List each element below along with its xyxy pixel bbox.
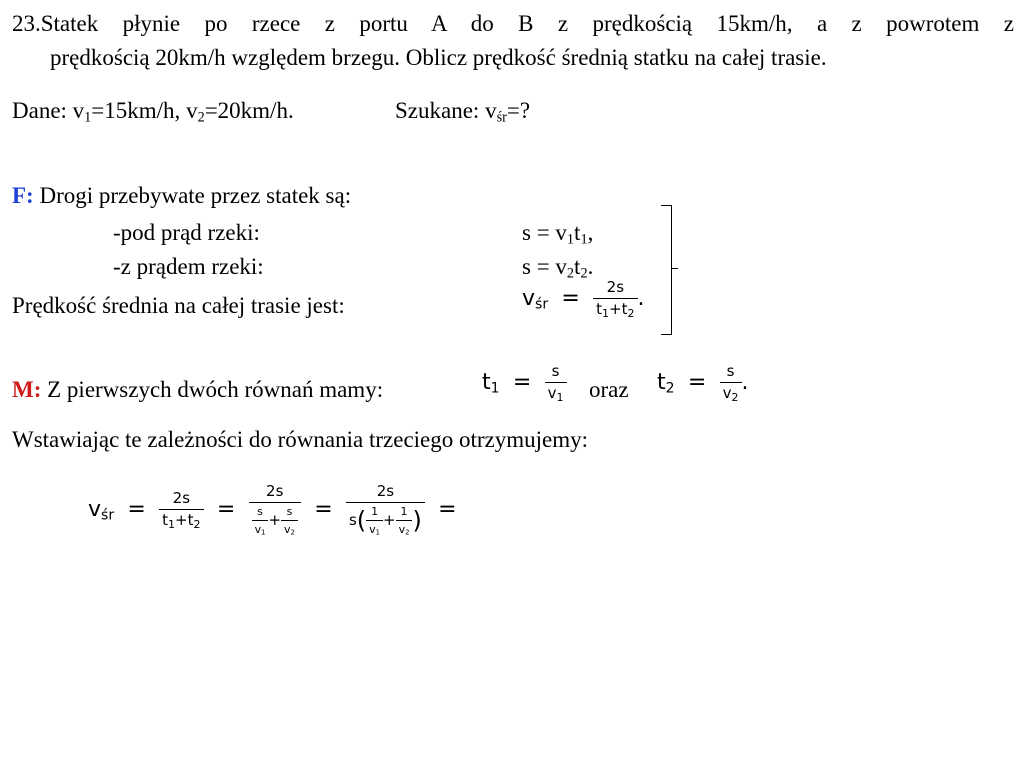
downstream-equation: $s = v_2t_2$. [522,254,594,282]
oraz-word: oraz [589,377,629,402]
upstream-equation: $s = v_1t_1$, [522,220,594,248]
average-label: Prędkość średnia na całej trasie jest: [12,293,345,318]
problem-line-1: 23.Statek płynie po rzece z portu A do B z prędkością 15km/h, a z powrotem z [12,11,1014,36]
sought-line: Szukane: $v_{śr}=$? [395,98,531,126]
substitution-text: Wstawiając te zależności do równania trzeciego otrzymujemy: [12,427,589,452]
given-line: Dane: $v_1=15km/h$, $v_2=20km/h$. [12,98,294,126]
t1-formula: $t_1$ = $\frac{s}{v_1}$ [482,364,567,401]
sought-label: Szukane: [395,98,480,123]
math-intro: M: Z pierwszych dwóch równań mamy: [12,377,384,402]
math-tag: M: [12,377,42,402]
problem-line-2: prędkością 20km/h względem brzegu. Oblicz prędkość średnią statku na całej trasie. [50,45,827,70]
given-label: Dane: [12,98,67,123]
final-fraction-2: 2s $\frac{s}{v_1}$ + $\frac{s}{v_2}$ [249,484,301,535]
average-formula: $v_{śr}$ = $\frac{2s}{t_1+t_2}$ . [522,278,645,320]
average-fraction: $\frac{2s}{t_1+t_2}$ [593,280,637,317]
t2-formula: $t_2$ = $\frac{s}{v_2}$ . [657,362,749,404]
downstream-label: -z prądem rzeki: [113,254,264,279]
physics-tag: F: [12,183,34,208]
upstream-label: -pod prąd rzeki: [113,220,260,245]
final-fraction-1: $\frac{2s}{t_1+t_2}$ [159,491,203,528]
physics-intro: F: Drogi przebywate przez statek są: [12,183,352,208]
final-fraction-3: 2s s( $\frac{1}{v_1}$ + $\frac{1}{v_2}$ ) [346,484,425,535]
system-bracket-tick [671,268,678,269]
system-bracket [661,205,672,335]
final-derivation: $v_{śr}$ = $\frac{2s}{t_1+t_2}$ = 2s $\frac{s}{v_1}$ + $\frac{s}{v_2}$ = 2s s( $\frac{1}{v_1}$ + $\frac{1}{v_2}$ ) = [88,482,457,537]
